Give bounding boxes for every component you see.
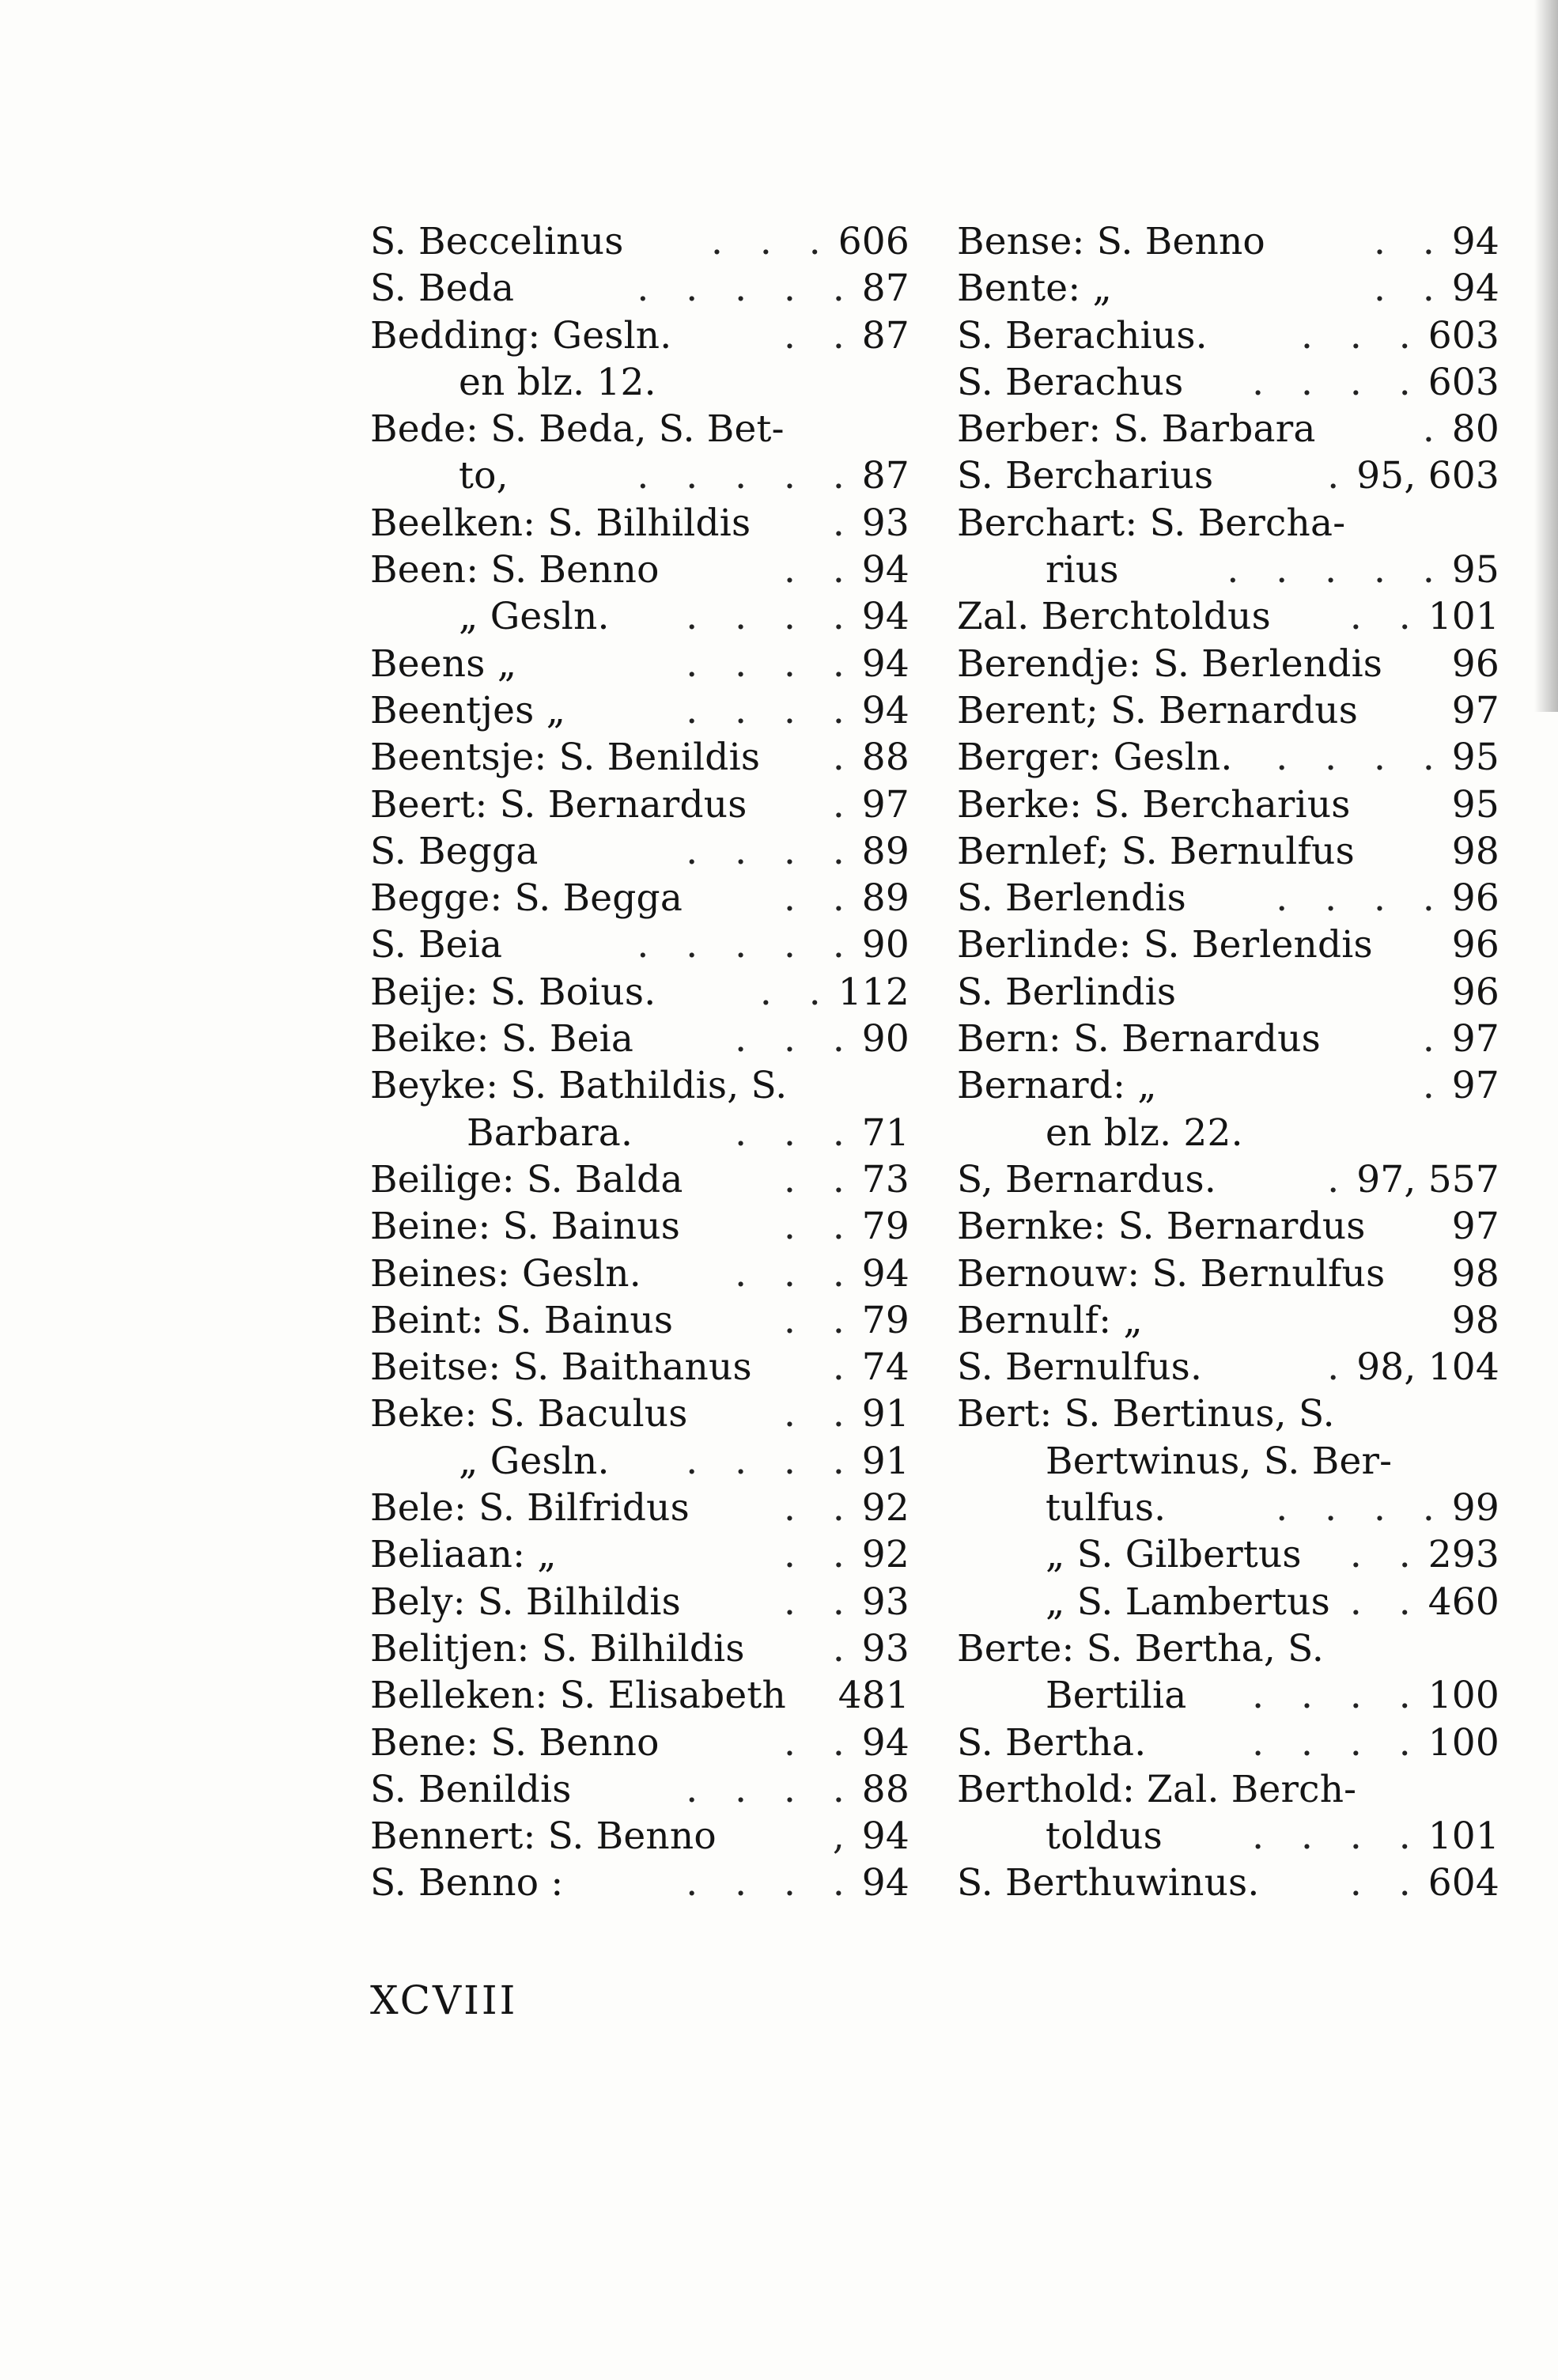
entry-leader-dots: . . xyxy=(759,970,834,1014)
entry-page-reference: 98 xyxy=(1451,1251,1499,1296)
index-entry xyxy=(957,500,1499,547)
entry-term: Been: S. Benno xyxy=(370,548,660,592)
page-number-folio: XCVIII xyxy=(370,1977,518,2023)
index-entry xyxy=(957,781,1499,828)
index-entry xyxy=(957,875,1499,921)
entry-term: Beilige: S. Balda xyxy=(370,1157,683,1201)
entry-page-reference: 87 xyxy=(861,313,909,358)
entry-leader-dots: . . . . xyxy=(686,641,857,686)
entry-term: Bernlef; S. Bernulfus xyxy=(957,829,1355,873)
entry-term: to, xyxy=(459,454,509,498)
entry-page-reference: 100 xyxy=(1428,1720,1499,1765)
entry-page-reference: 88 xyxy=(861,736,909,780)
index-entry xyxy=(370,969,909,1016)
entry-leader-dots: . . . . xyxy=(686,595,857,639)
entry-term: toldus xyxy=(1046,1814,1163,1859)
entry-term: Berthold: Zal. Berch- xyxy=(957,1767,1357,1811)
entry-term: rius xyxy=(1046,548,1119,592)
page-edge-shadow xyxy=(1534,0,1558,712)
entry-page-reference: 95 xyxy=(1451,782,1499,827)
entry-page-reference: 95 xyxy=(1451,548,1499,592)
entry-leader-dots: . . . . xyxy=(686,1861,857,1905)
index-entry xyxy=(370,921,909,968)
index-entry xyxy=(957,969,1499,1016)
entry-page-reference: 79 xyxy=(861,1205,909,1249)
entry-term: „ S. Lambertus xyxy=(1046,1580,1330,1624)
entry-leader-dots: . xyxy=(1422,1064,1447,1108)
entry-page-reference: 79 xyxy=(861,1298,909,1342)
index-entry xyxy=(370,359,909,406)
entry-term: Begge: S. Begga xyxy=(370,876,683,921)
entry-page-reference: 94 xyxy=(1451,267,1499,311)
index-entry xyxy=(957,452,1499,499)
entry-term: Beelken: S. Bilhildis xyxy=(370,501,751,545)
entry-term: Bertilia xyxy=(1046,1674,1187,1718)
entry-page-reference: 99 xyxy=(1451,1486,1499,1531)
index-entry xyxy=(370,593,909,640)
entry-page-reference: 95 xyxy=(1451,736,1499,780)
index-entry xyxy=(957,1016,1499,1062)
entry-leader-dots: . . xyxy=(783,1205,857,1249)
entry-page-reference: 98, 104 xyxy=(1356,1345,1499,1390)
entry-leader-dots: . xyxy=(1327,454,1352,498)
entry-leader-dots: . . . . xyxy=(1252,1674,1424,1718)
entry-page-reference: 93 xyxy=(861,1580,909,1624)
entry-leader-dots: . . . . . xyxy=(637,267,857,311)
entry-page-reference: 97 xyxy=(861,782,909,827)
entry-page-reference: 94 xyxy=(861,548,909,592)
entry-term: S. Berlendis xyxy=(957,876,1186,921)
entry-term: Bernulf: „ xyxy=(957,1298,1143,1342)
entry-page-reference: 96 xyxy=(1451,970,1499,1014)
entry-page-reference: 94 xyxy=(861,1814,909,1859)
index-entry xyxy=(957,1860,1499,1906)
index-entry xyxy=(957,1251,1499,1297)
entry-page-reference: 293 xyxy=(1428,1533,1499,1577)
index-entry xyxy=(370,734,909,781)
entry-page-reference: 89 xyxy=(861,876,909,921)
index-entry xyxy=(957,1720,1499,1766)
entry-page-reference: 96 xyxy=(1451,923,1499,967)
entry-leader-dots: . xyxy=(832,736,857,780)
entry-leader-dots: . . xyxy=(1349,1580,1424,1624)
entry-term: Beentjes „ xyxy=(370,688,566,732)
entry-page-reference: 88 xyxy=(861,1767,909,1811)
entry-leader-dots: . . xyxy=(783,1298,857,1342)
entry-term: Beitse: S. Baithanus xyxy=(370,1345,752,1390)
entry-term: Belitjen: S. Bilhildis xyxy=(370,1626,745,1671)
entry-term: Beine: S. Bainus xyxy=(370,1205,681,1249)
entry-term: S. Berachius. xyxy=(957,313,1208,358)
entry-leader-dots: . . xyxy=(783,1580,857,1624)
entry-page-reference: 92 xyxy=(861,1533,909,1577)
entry-page-reference: 93 xyxy=(861,1626,909,1671)
index-entry xyxy=(957,1156,1499,1203)
index-entry xyxy=(370,828,909,875)
entry-term: Bennert: S. Benno xyxy=(370,1814,717,1859)
entry-page-reference: 73 xyxy=(861,1157,909,1201)
entry-term: S. Beccelinus xyxy=(370,220,624,263)
entry-term: Berte: S. Bertha, S. xyxy=(957,1626,1325,1671)
entry-leader-dots: . xyxy=(1422,1017,1447,1061)
entry-page-reference: 93 xyxy=(861,501,909,545)
entry-term: S, Bernardus. xyxy=(957,1157,1216,1201)
entry-term: Beije: S. Boius. xyxy=(370,970,656,1014)
index-entry xyxy=(370,1625,909,1672)
entry-leader-dots: . . xyxy=(783,1392,857,1436)
entry-leader-dots: . . . . xyxy=(1276,876,1447,921)
index-entry xyxy=(370,406,909,452)
entry-page-reference: 604 xyxy=(1428,1861,1499,1905)
entry-leader-dots: . . xyxy=(1373,267,1447,311)
entry-term: Berent; S. Bernardus xyxy=(957,688,1359,732)
index-entry xyxy=(370,1297,909,1344)
entry-term: S. Beia xyxy=(370,923,503,967)
entry-term: Bernke: S. Bernardus xyxy=(957,1205,1366,1249)
entry-term: Beert: S. Bernardus xyxy=(370,782,747,827)
index-entry xyxy=(370,1438,909,1485)
index-entry xyxy=(957,687,1499,734)
entry-term: S. Berachus xyxy=(957,360,1184,404)
index-entry xyxy=(370,1531,909,1578)
index-entry xyxy=(370,1062,909,1109)
entry-term: Beentsje: S. Benildis xyxy=(370,736,761,780)
entry-term: Berber: S. Barbara xyxy=(957,407,1316,452)
index-entry xyxy=(370,1203,909,1250)
index-entry xyxy=(370,1813,909,1860)
entry-page-reference: 92 xyxy=(861,1486,909,1531)
entry-leader-dots: . . xyxy=(783,1157,857,1201)
entry-term: en blz. 12. xyxy=(459,360,656,404)
entry-leader-dots: . . . . xyxy=(686,1767,857,1811)
entry-term: Belleken: S. Elisabeth xyxy=(370,1674,786,1718)
entry-term: S. Benildis xyxy=(370,1767,572,1811)
entry-leader-dots: . . . . . xyxy=(637,923,857,967)
index-entry xyxy=(957,828,1499,875)
entry-term: Bele: S. Bilfridus xyxy=(370,1486,690,1531)
entry-leader-dots: . . xyxy=(1349,1861,1424,1905)
entry-page-reference: 97 xyxy=(1451,1064,1499,1108)
entry-term: Berke: S. Bercharius xyxy=(957,782,1351,827)
entry-term: Bely: S. Bilhildis xyxy=(370,1580,681,1624)
entry-term: Bede: S. Beda, S. Bet- xyxy=(370,407,785,452)
entry-term: S. Begga xyxy=(370,829,539,873)
entry-page-reference: 90 xyxy=(861,1017,909,1061)
entry-page-reference: 603 xyxy=(1428,360,1499,404)
index-entry xyxy=(957,218,1499,265)
entry-term: Beke: S. Baculus xyxy=(370,1392,688,1436)
entry-leader-dots: . . xyxy=(783,313,857,358)
entry-term: „ Gesln. xyxy=(459,595,610,639)
entry-page-reference: 94 xyxy=(861,688,909,732)
entry-leader-dots: . . . . xyxy=(1276,1486,1447,1531)
index-entry xyxy=(370,500,909,547)
entry-page-reference: 95, 603 xyxy=(1356,454,1499,498)
index-entry xyxy=(957,593,1499,640)
index-entry xyxy=(957,1062,1499,1109)
index-entry xyxy=(370,218,909,265)
entry-page-reference: 97 xyxy=(1451,688,1499,732)
entry-page-reference: 87 xyxy=(861,454,909,498)
entry-leader-dots: . . . . xyxy=(1252,1814,1424,1859)
entry-term: en blz. 22. xyxy=(1046,1111,1243,1155)
entry-page-reference: 98 xyxy=(1451,1298,1499,1342)
entry-term: Zal. Berchtoldus xyxy=(957,595,1271,639)
index-entry xyxy=(370,1251,909,1297)
index-entry xyxy=(957,1438,1499,1485)
index-entry xyxy=(957,1485,1499,1531)
entry-page-reference: 94 xyxy=(861,641,909,686)
entry-page-reference: 97 xyxy=(1451,1205,1499,1249)
index-entry xyxy=(957,641,1499,687)
index-column-left xyxy=(370,218,909,1907)
entry-leader-dots: . . xyxy=(783,1533,857,1577)
entry-term: S. Benno : xyxy=(370,1861,564,1905)
entry-leader-dots: . . . xyxy=(735,1251,857,1296)
index-entry xyxy=(370,1344,909,1391)
entry-term: Beines: Gesln. xyxy=(370,1251,641,1296)
entry-page-reference: 94 xyxy=(861,595,909,639)
index-entry xyxy=(957,1579,1499,1625)
entry-leader-dots: . . . xyxy=(735,1017,857,1061)
entry-leader-dots: . . . . xyxy=(686,1439,857,1483)
entry-term: „ Gesln. xyxy=(459,1439,610,1483)
entry-page-reference: 94 xyxy=(861,1720,909,1765)
entry-page-reference: 87 xyxy=(861,267,909,311)
index-entry xyxy=(370,781,909,828)
index-entry xyxy=(957,312,1499,359)
index-entry xyxy=(370,1579,909,1625)
entry-leader-dots: , xyxy=(832,1814,857,1859)
index-entry xyxy=(370,1485,909,1531)
index-entry xyxy=(957,1297,1499,1344)
index-entry xyxy=(957,1344,1499,1391)
index-entry xyxy=(957,1625,1499,1672)
entry-term: Bente: „ xyxy=(957,267,1113,311)
entry-page-reference: 94 xyxy=(861,1251,909,1296)
index-entry xyxy=(957,1531,1499,1578)
entry-term: S. Beda xyxy=(370,267,515,311)
entry-term: Bertwinus, S. Ber- xyxy=(1046,1439,1393,1483)
index-entry xyxy=(957,1766,1499,1813)
index-entry xyxy=(370,1110,909,1156)
entry-term: Bense: S. Benno xyxy=(957,220,1265,263)
entry-page-reference: 91 xyxy=(861,1439,909,1483)
entry-leader-dots: . . . . . xyxy=(1227,548,1447,592)
entry-page-reference: 97, 557 xyxy=(1356,1157,1499,1201)
index-entry xyxy=(957,734,1499,781)
entry-leader-dots: . . . . xyxy=(1252,360,1424,404)
entry-leader-dots: . . xyxy=(1373,220,1447,263)
entry-page-reference: 91 xyxy=(861,1392,909,1436)
entry-page-reference: 80 xyxy=(1451,407,1499,452)
index-entry xyxy=(370,1156,909,1203)
index-entry xyxy=(370,1016,909,1062)
entry-term: Beint: S. Bainus xyxy=(370,1298,674,1342)
entry-page-reference: 90 xyxy=(861,923,909,967)
index-entry xyxy=(370,687,909,734)
index-column-right xyxy=(957,218,1499,1907)
entry-term: S. Berthuwinus. xyxy=(957,1861,1260,1905)
index-entry xyxy=(957,1672,1499,1719)
entry-term: Bern: S. Bernardus xyxy=(957,1017,1321,1061)
index-entry xyxy=(370,1766,909,1813)
entry-page-reference: 71 xyxy=(861,1111,909,1155)
entry-term: Beliaan: „ xyxy=(370,1533,557,1577)
entry-term: Berendje: S. Berlendis xyxy=(957,641,1383,686)
entry-term: S. Berlindis xyxy=(957,970,1177,1014)
index-entry xyxy=(957,265,1499,312)
entry-page-reference: 96 xyxy=(1451,641,1499,686)
index-entry xyxy=(370,1391,909,1437)
entry-term: Beike: S. Beia xyxy=(370,1017,634,1061)
entry-term: „ S. Gilbertus xyxy=(1046,1533,1302,1577)
index-entry xyxy=(370,1672,909,1719)
entry-leader-dots: . xyxy=(832,501,857,545)
entry-leader-dots: . . xyxy=(783,876,857,921)
index-entry xyxy=(370,1720,909,1766)
entry-leader-dots: . xyxy=(832,1626,857,1671)
index-entry xyxy=(370,312,909,359)
entry-page-reference: 101 xyxy=(1428,1814,1499,1859)
entry-leader-dots: . . . . xyxy=(1276,736,1447,780)
entry-page-reference: 606 xyxy=(838,220,909,263)
entry-leader-dots: . xyxy=(832,782,857,827)
index-entry xyxy=(370,265,909,312)
entry-term: S. Bercharius xyxy=(957,454,1214,498)
entry-page-reference: 603 xyxy=(1428,313,1499,358)
entry-leader-dots: . . xyxy=(1349,595,1424,639)
index-entry xyxy=(957,1203,1499,1250)
entry-page-reference: 94 xyxy=(861,1861,909,1905)
entry-leader-dots: . . . . xyxy=(1252,1720,1424,1765)
index-entry xyxy=(957,1813,1499,1860)
entry-term: Berger: Gesln. xyxy=(957,736,1233,780)
entry-leader-dots: . xyxy=(1422,407,1447,452)
entry-page-reference: 96 xyxy=(1451,876,1499,921)
entry-leader-dots: . . xyxy=(783,1720,857,1765)
index-entry xyxy=(370,875,909,921)
entry-page-reference: 100 xyxy=(1428,1674,1499,1718)
index-entry xyxy=(957,406,1499,452)
index-entry xyxy=(370,452,909,499)
entry-term: tulfus. xyxy=(1046,1486,1167,1531)
entry-page-reference: 101 xyxy=(1428,595,1499,639)
entry-page-reference: 94 xyxy=(1451,220,1499,263)
entry-leader-dots: . . . . xyxy=(686,829,857,873)
entry-leader-dots: . . . xyxy=(710,220,834,263)
entry-leader-dots: . xyxy=(832,1345,857,1390)
entry-leader-dots: . . . . xyxy=(686,688,857,732)
entry-page-reference: 460 xyxy=(1428,1580,1499,1624)
entry-leader-dots: . xyxy=(1327,1345,1352,1390)
entry-leader-dots: . . . . . xyxy=(637,454,857,498)
index-entry xyxy=(957,359,1499,406)
entry-page-reference: 98 xyxy=(1451,829,1499,873)
entry-leader-dots: . . xyxy=(1349,1533,1424,1577)
entry-term: Bernouw: S. Bernulfus xyxy=(957,1251,1386,1296)
index-entry xyxy=(370,1860,909,1906)
entry-leader-dots: . . xyxy=(783,1486,857,1531)
entry-leader-dots: . . . xyxy=(1300,313,1424,358)
entry-page-reference: 89 xyxy=(861,829,909,873)
index-entry xyxy=(957,1110,1499,1156)
entry-term: Berlinde: S. Berlendis xyxy=(957,923,1373,967)
entry-leader-dots: . . . xyxy=(735,1111,857,1155)
entry-term: Barbara. xyxy=(467,1111,633,1155)
entry-leader-dots: . xyxy=(1327,1157,1352,1201)
entry-term: Beens „ xyxy=(370,641,517,686)
index-entry xyxy=(957,547,1499,593)
entry-page-reference: 74 xyxy=(861,1345,909,1390)
entry-term: Bert: S. Bertinus, S. xyxy=(957,1392,1335,1436)
entry-term: S. Bernulfus. xyxy=(957,1345,1203,1390)
index-entry xyxy=(957,921,1499,968)
entry-term: Bedding: Gesln. xyxy=(370,313,672,358)
entry-page-reference: 481 xyxy=(838,1674,909,1718)
entry-term: Beyke: S. Bathildis, S. xyxy=(370,1064,788,1108)
entry-leader-dots: . . xyxy=(783,548,857,592)
entry-term: Bernard: „ xyxy=(957,1064,1157,1108)
entry-page-reference: 97 xyxy=(1451,1017,1499,1061)
entry-term: S. Bertha. xyxy=(957,1720,1147,1765)
index-entry xyxy=(370,547,909,593)
entry-page-reference: 112 xyxy=(838,970,909,1014)
index-entry xyxy=(957,1391,1499,1437)
index-entry xyxy=(370,641,909,687)
entry-term: Bene: S. Benno xyxy=(370,1720,660,1765)
entry-term: Berchart: S. Bercha- xyxy=(957,501,1346,545)
